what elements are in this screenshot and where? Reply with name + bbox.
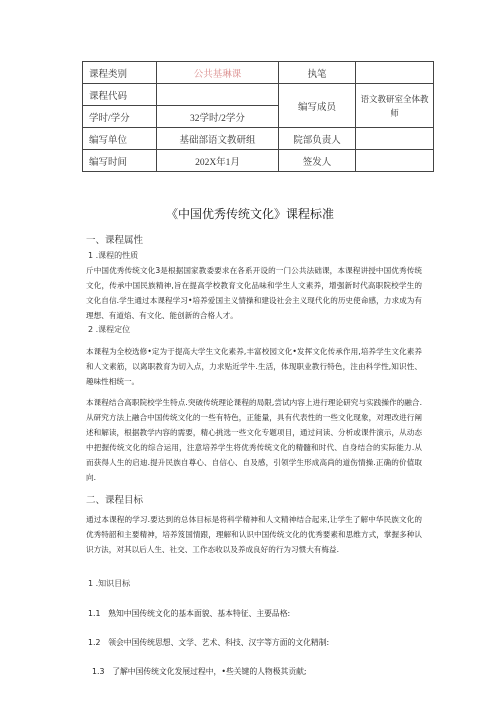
list-item: 1.3 了解中国传统文化发展过程中，•些关键的人物极其贡献; — [92, 667, 307, 676]
value-members: 语文教研室全体教师 — [356, 84, 434, 128]
value-write-time: 202X年1月 — [157, 150, 279, 172]
value-unit: 基础部语文教研组 — [157, 128, 279, 150]
subsection-heading: 2 .课程定位 — [88, 325, 131, 334]
list-item: 1.1 熟知中国传统文化的基本面貌、基本特征、主要品格: — [88, 609, 291, 618]
value-author — [356, 62, 434, 84]
paragraph: 通过本课程的学习.要达到的总体目标是将科学精神和人文精神结合起来,让学生了解中华民族文化的优秀特韶和主要精神，培养笈国情跟，理解和认识中国传统文化的优秀要素和思维方式，掌握多种认识方法，对其以后人生、社交、工作态收以及养成良好的行为习惯大有梅益. — [86, 515, 422, 554]
section-heading: 二、课程目标 — [86, 496, 144, 506]
table-row — [83, 150, 434, 172]
value-dept-head — [356, 128, 434, 150]
subsection-heading: 1 .课程的性质 — [88, 251, 139, 260]
label-write-time: 编写时间 — [83, 150, 157, 172]
table-row — [83, 62, 434, 84]
label-course-code: 课程代码 — [83, 84, 157, 106]
document-title: 《中国优秀传统文化》课程标准 — [165, 207, 334, 221]
value-course-category: 公共基琳课 — [157, 62, 279, 84]
value-issuer — [356, 150, 434, 172]
section-heading: 一、课程属性 — [86, 236, 144, 246]
list-item: 1.2 领会中国传统思想、文学、艺术、科技、汉字等方面的文化精制: — [88, 638, 330, 647]
table-row — [83, 128, 434, 150]
label-issuer: 签发人 — [279, 150, 356, 172]
table-row — [83, 84, 434, 106]
value-hours-credits: 32学时/2学分 — [157, 106, 279, 128]
label-hours-credits: 学时/学分 — [83, 106, 157, 128]
paragraph: 斤中国优秀传统文化3是根据国家教委要求在各系开设的一门公共法础课，本课程讲授中国优秀传统文化，传承中国民族精神,旨在提高学校教育文化品味和学生人文素养，增强新时代高职院校学生的文化自信.学生通过本课程学习•培养爱国主义情操和建设社会主义现代化的历史使命感，力求成为有理想、有道焰、有文化、能创新的合格人才。 — [86, 266, 422, 320]
course-info-table — [82, 61, 434, 172]
paragraph: 本课程结合高职院校学生特点.突破传统理论课程的局限,尝试内容上进行理论研究与实践操作的融合.从研究方法上融合中国传统文化的一些有特色，正能量，具有代表性的一些文化现象，对理改进行阐述和解读，根据教学内容的需要，精心挑选一些文化专题项目，通过问读、分析或课件演示，从动态中把握传统文化的综合运用，注意培养学生将优秀传统文化的精髓和时代、自身结合的实际能力.从而获得人生的启迪.提升民族自尊心、自信心、自及感，引领学生形成高尚的道伤情操.正确的价值取向. — [86, 398, 422, 482]
label-author: 执笔 — [279, 62, 356, 84]
paragraph: 本课程为全校选修•定为于提高大学生文化素养,丰富校园文化•发挥文化传承作用,培养学生文化素养和人文素筋，以离职教育为切入点，力求贴近学牛.生活，体现职业教行特色，注由科学性,知识性、趣味性相统一。 — [86, 347, 422, 386]
label-dept-head: 院部负责人 — [279, 128, 356, 150]
label-unit: 编写单位 — [83, 128, 157, 150]
label-members: 编写成员 — [279, 84, 356, 128]
subsection-heading: 1 .知识目标 — [88, 579, 131, 588]
label-course-category: 课程类别 — [83, 62, 157, 84]
value-course-code — [157, 84, 279, 106]
